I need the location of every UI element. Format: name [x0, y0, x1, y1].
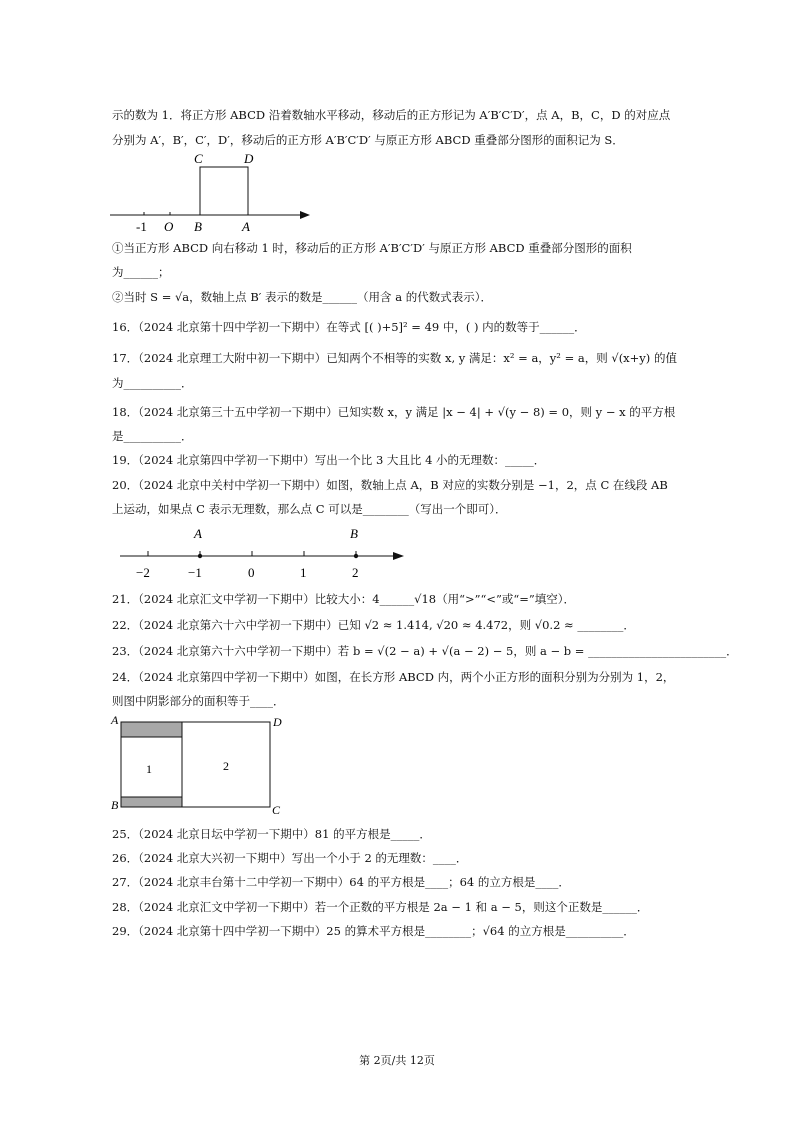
question-24-cont: 则图中阴影部分的面积等于____．: [112, 694, 285, 708]
fig1-label-O: O: [164, 219, 174, 234]
fig2-tick-0: 0: [248, 565, 255, 580]
question-23: 23．（2024 北京第六十六中学初一下期中）若 b = √(2 − a) + √(a − 2) − 5，则 a − b = ________________________．: [112, 644, 738, 658]
question-25: 25．（2024 北京日坛中学初一下期中）81 的平方根是_____．: [112, 827, 431, 841]
fig2-tick-1: 1: [300, 565, 307, 580]
question-28: 28．（2024 北京汇文中学初一下期中）若一个正数的平方根是 2a − 1 和 a − 5，则这个正数是______．: [112, 900, 649, 914]
question-21: 21．（2024 北京汇文中学初一下期中）比较大小：4______√18（用“>”“<”或“=”填空）．: [112, 592, 576, 606]
fig2-tick-2: 2: [352, 565, 359, 580]
question-19: 19．（2024 北京第四中学初一下期中）写出一个比 3 大且比 4 小的无理数：_____．: [112, 453, 546, 467]
question-17-cont: 为__________．: [112, 376, 193, 390]
fig1-label-C: C: [194, 151, 203, 166]
fig1-label-A: A: [242, 219, 250, 234]
question-18: 18．（2024 北京第三十五中学初一下期中）已知实数 x，y 满足 |x − 4| + √(y − 8) = 0，则 y − x 的平方根: [112, 405, 676, 419]
question-24: 24．（2024 北京第四中学初一下期中）如图，在长方形 ABCD 内，两个小正方形的面积分别为分别为 1，2，: [112, 670, 675, 684]
fig3-corner-C: C: [272, 803, 281, 817]
text-line-1: 示的数为 1．将正方形 ABCD 沿着数轴水平移动，移动后的正方形记为 A′B′C′D′，点 A，B，C，D 的对应点: [112, 108, 671, 122]
text-line-3: ①当正方形 ABCD 向右移动 1 时，移动后的正方形 A′B′C′D′ 与原正方形 ABCD 重叠部分图形的面积: [112, 241, 632, 255]
page-footer: 第 2页/共 12页: [359, 1054, 435, 1067]
question-26: 26．（2024 北京大兴初一下期中）写出一个小于 2 的无理数：____．: [112, 851, 468, 865]
fig2-tick-minus2: −2: [136, 565, 150, 580]
question-27: 27．（2024 北京丰台第十二中学初一下期中）64 的平方根是____；64 的立方根是____．: [112, 875, 570, 889]
question-16: 16．（2024 北京第十四中学初一下期中）在等式 [( )+5]² = 49 中，( ) 内的数等于______．: [112, 320, 586, 334]
fig3-square-1: 1: [146, 762, 152, 776]
text-line-5: ②当时 S = √a，数轴上点 B′ 表示的数是______（用含 a 的代数式表示）．: [112, 290, 492, 304]
fig2-point-B: B: [350, 526, 358, 541]
question-22: 22．（2024 北京第六十六中学初一下期中）已知 √2 ≈ 1.414, √20 ≈ 4.472，则 √0.2 ≈ ________．: [112, 618, 635, 632]
question-20: 20．（2024 北京中关村中学初一下期中）如图，数轴上点 A，B 对应的实数分别是 −1，2，点 C 在线段 AB: [112, 478, 668, 492]
text-line-4: 为______；: [112, 265, 170, 279]
fig3-corner-A: A: [111, 713, 119, 727]
question-29: 29．（2024 北京第十四中学初一下期中）25 的算术平方根是________；√64 的立方根是__________．: [112, 924, 635, 938]
fig2-tick-minus1: −1: [188, 565, 202, 580]
fig2-point-A: A: [194, 526, 202, 541]
fig1-label-B: B: [194, 219, 202, 234]
question-17: 17．（2024 北京理工大附中初一下期中）已知两个不相等的实数 x, y 满足：x² = a，y² = a，则 √(x+y) 的值: [112, 351, 677, 365]
figure-number-line: [112, 522, 412, 584]
fig3-corner-B: B: [111, 798, 119, 812]
figure-number-line-square: [108, 148, 318, 234]
question-18-cont: 是__________．: [112, 429, 193, 443]
fig1-label-D: D: [244, 151, 254, 166]
fig3-corner-D: D: [273, 715, 282, 729]
text-line-2: 分别为 A′，B′，C′，D′，移动后的正方形 A′B′C′D′ 与原正方形 ABCD 重叠部分图形的面积记为 S．: [112, 133, 624, 147]
fig3-square-2: 2: [223, 759, 229, 773]
question-20-cont: 上运动，如果点 C 表示无理数，那么点 C 可以是________（写出一个即可）．: [112, 502, 507, 516]
fig1-label-minus1: -1: [136, 219, 147, 234]
figure-rectangle-squares: [108, 712, 288, 818]
